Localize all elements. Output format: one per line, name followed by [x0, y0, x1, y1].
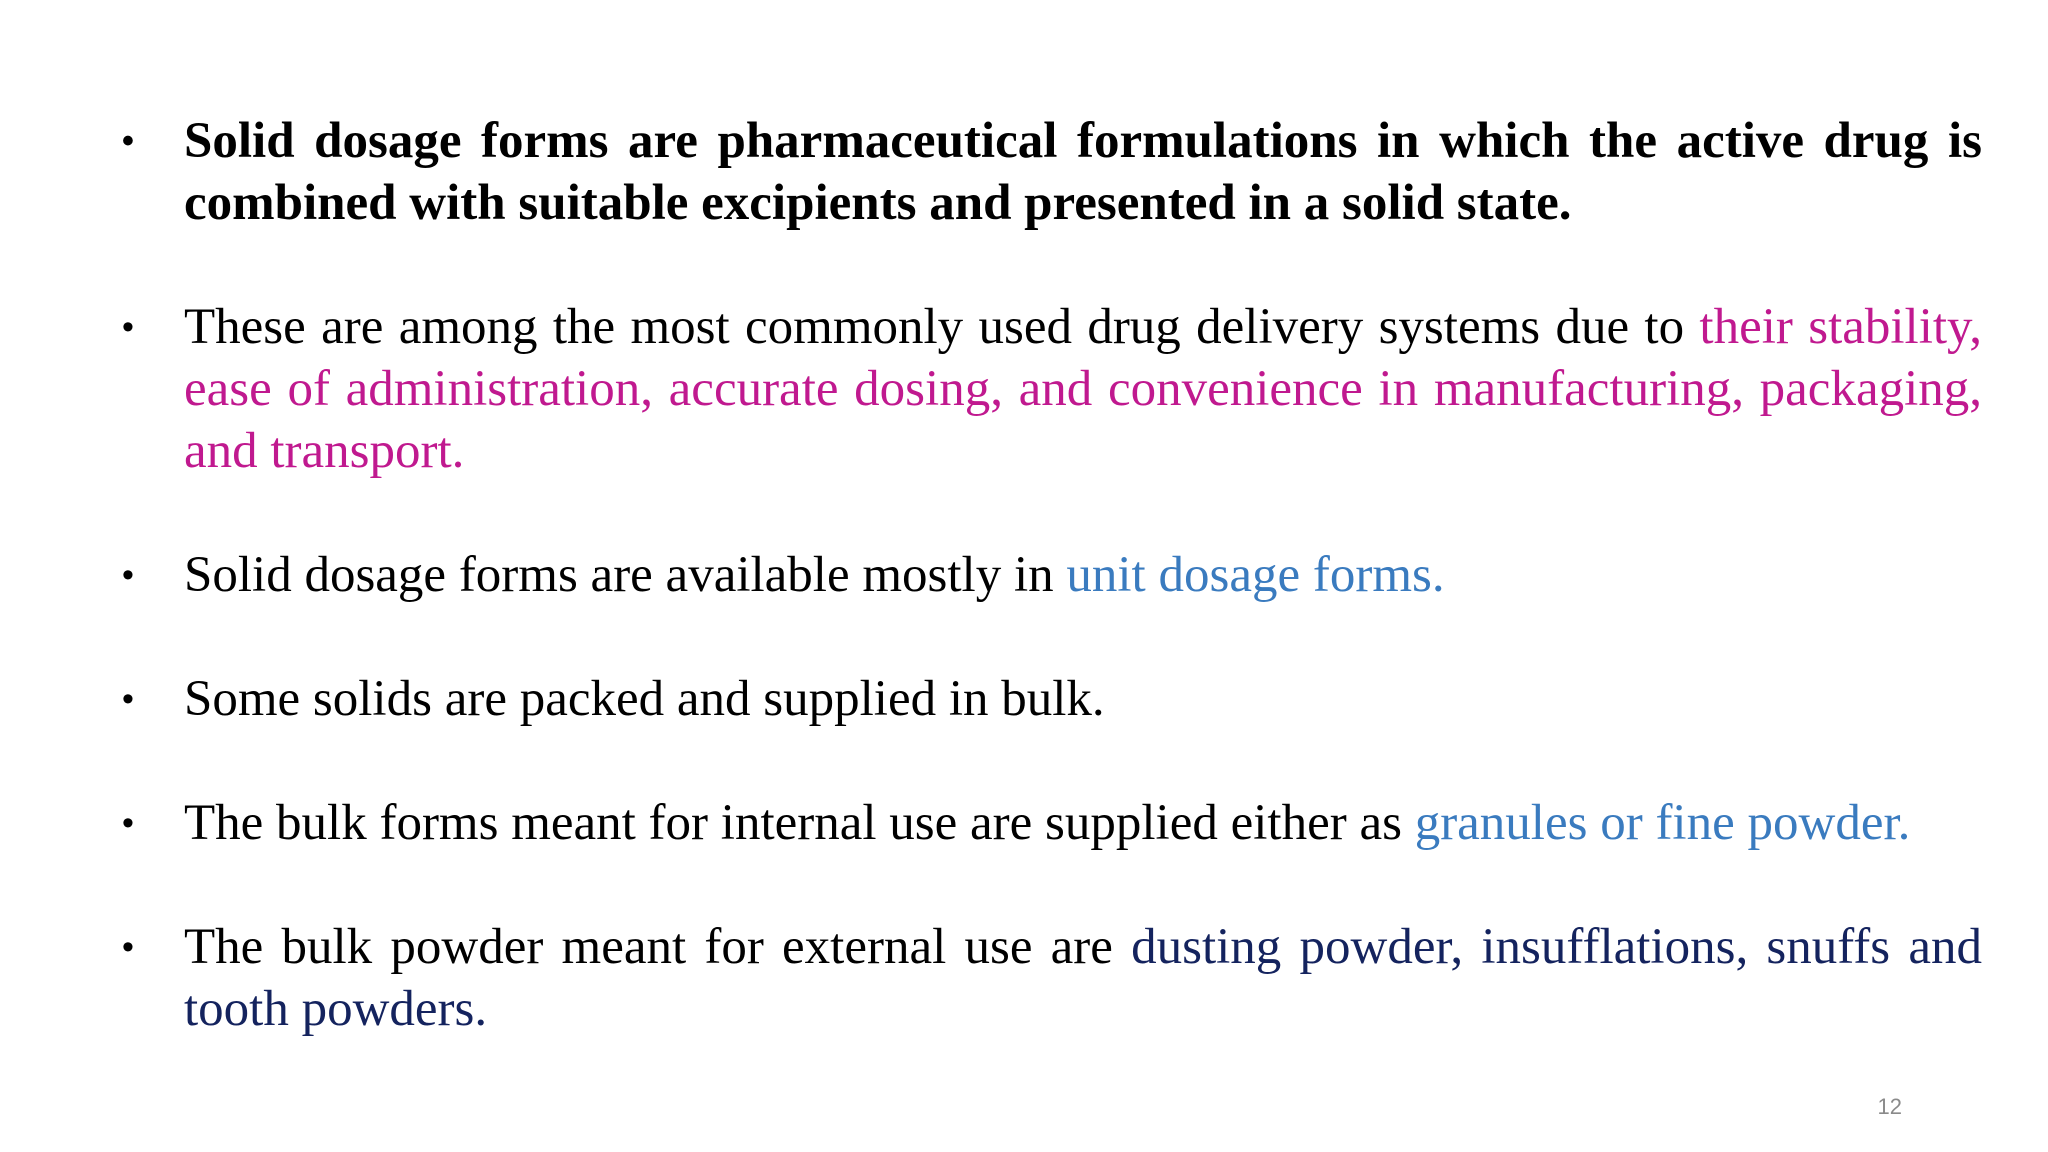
- bullet-item-internal-use: [122, 792, 1982, 854]
- bullet-icon: •: [122, 928, 134, 966]
- bullet-item-external-use: [122, 916, 1982, 1040]
- bullet-highlight: unit dosage forms.: [1066, 547, 1445, 603]
- bullet-list: [122, 110, 2002, 1040]
- bullet-item-definition: [122, 110, 1982, 234]
- bullet-icon: •: [122, 556, 134, 594]
- bullet-text: Some solids are packed and supplied in bulk.: [184, 671, 1105, 727]
- bullet-highlight: their stability, ease of administration, accurate dosing, and convenience in manufacturing, packaging, and transport.: [184, 299, 1982, 479]
- bullet-highlight: dusting powder, insufflations, snuffs and tooth powders.: [184, 919, 1982, 1037]
- bullet-text: The bulk powder meant for external use are: [184, 919, 1132, 975]
- bullet-highlight: granules or fine powder.: [1414, 795, 1911, 851]
- bullet-icon: •: [122, 122, 134, 160]
- page-number: 12: [1877, 1094, 1902, 1119]
- bullet-item-bulk: [122, 668, 1982, 730]
- bullet-icon: •: [122, 308, 134, 346]
- bullet-icon: •: [122, 680, 134, 718]
- bullet-text: These are among the most commonly used drug delivery systems due to: [184, 299, 1700, 355]
- bullet-text: Solid dosage forms are available mostly in: [184, 547, 1067, 603]
- bullet-text: Solid dosage forms are pharmaceutical formulations in which the active drug is combined with suitable excipients and presented in a solid state.: [184, 113, 1982, 231]
- bullet-item-usage: [122, 296, 1982, 482]
- bullet-icon: •: [122, 804, 134, 842]
- bullet-text: The bulk forms meant for internal use are supplied either as: [184, 795, 1415, 851]
- bullet-item-unit-dosage: [122, 544, 1982, 606]
